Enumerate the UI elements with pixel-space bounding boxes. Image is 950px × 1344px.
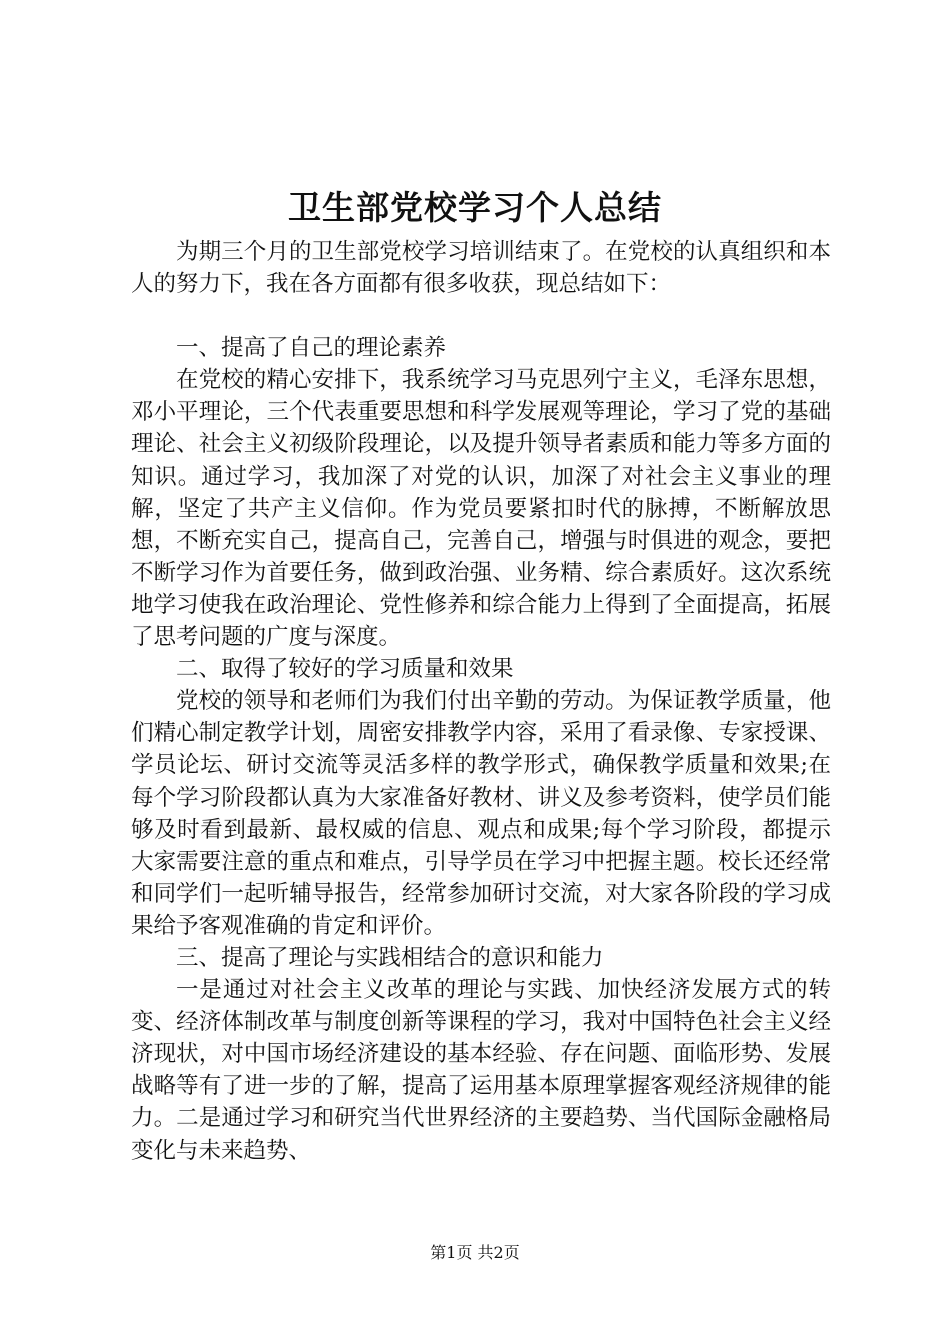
section-heading-2: 二、取得了较好的学习质量和效果: [176, 656, 514, 683]
page-footer: 第1页 共2页: [430, 1243, 520, 1262]
document-title: 卫生部党校学习个人总结: [288, 188, 662, 227]
section-heading-3: 三、提高了理论与实践相结合的意识和能力: [176, 944, 604, 971]
body-paragraph-3: 一是通过对社会主义改革的理论与实践、加快经济发展方式的转变、经济体制改革与制度创新等课程的学习，我对中国特色社会主义经济现状，对中国市场经济建设的基本经验、存在问题、面临形势、发展战略等有了进一步的了解，提高了运用基本原理掌握客观经济规律的能力。二是通过学习和研究当代世界经济的主要趋势、当代国际金融格局变化与未来趋势、: [131, 977, 831, 1164]
intro-paragraph: 为期三个月的卫生部党校学习培训结束了。在党校的认真组织和本人的努力下，我在各方面都有很多收获，现总结如下：: [131, 239, 831, 298]
section-heading-1: 一、提高了自己的理论素养: [176, 335, 447, 362]
body-paragraph-1: 在党校的精心安排下，我系统学习马克思列宁主义，毛泽东思想，邓小平理论，三个代表重要思想和科学发展观等理论，学习了党的基础理论、社会主义初级阶段理论，以及提升领导者素质和能力等多方面的知识。通过学习，我加深了对党的认识，加深了对社会主义事业的理解，坚定了共产主义信仰。作为党员要紧扣时代的脉搏，不断解放思想，不断充实自己，提高自己，完善自己，增强与时俱进的观念，要把不断学习作为首要任务，做到政治强、业务精、综合素质好。这次系统地学习使我在政治理论、党性修养和综合能力上得到了全面提高，拓展了思考问题的广度与深度。: [131, 367, 831, 651]
document-body: [131, 236, 831, 1167]
body-paragraph-2: 党校的领导和老师们为我们付出辛勤的劳动。为保证教学质量，他们精心制定教学计划，周密安排教学内容，采用了看录像、专家授课、学员论坛、研讨交流等灵活多样的教学形式，确保教学质量和效果;在每个学习阶段都认真为大家准备好教材、讲义及参考资料，使学员们能够及时看到最新、最权威的信息、观点和成果;每个学习阶段，都提示大家需要注意的重点和难点，引导学员在学习中把握主题。校长还经常和同学们一起听辅导报告，经常参加研讨交流，对大家各阶段的学习成果给予客观准确的肯定和评价。: [131, 688, 831, 939]
